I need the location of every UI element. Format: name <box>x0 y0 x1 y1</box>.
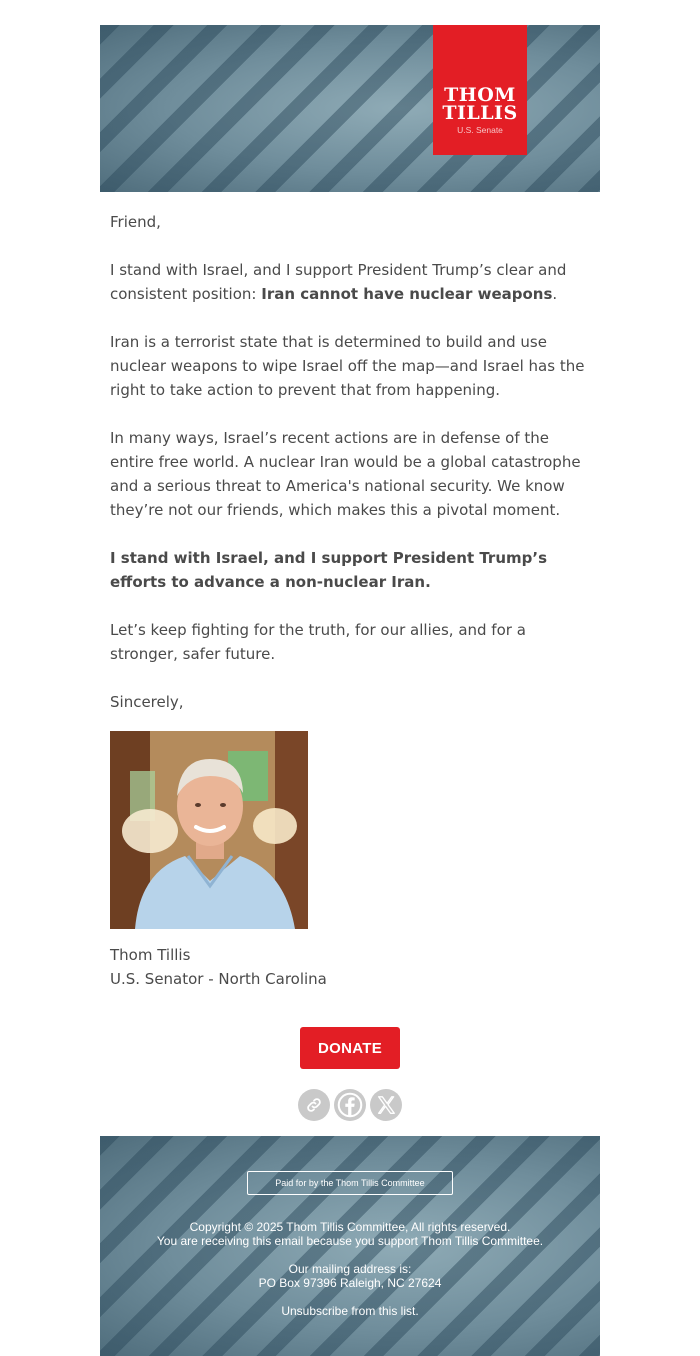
logo-subtitle: U.S. Senate <box>457 125 503 135</box>
paragraph-4: I stand with Israel, and I support President Trump’s efforts to advance a non-nuclear Iran. <box>110 549 548 591</box>
copyright-text: Copyright © 2025 Thom Tillis Committee, All rights reserved. <box>189 1220 511 1234</box>
x-icon[interactable] <box>370 1089 402 1121</box>
closing: Sincerely, <box>110 693 184 711</box>
greeting: Friend, <box>110 213 161 231</box>
social-icons <box>298 1089 402 1121</box>
header-banner <box>100 25 600 192</box>
paragraph-3: In many ways, Israel’s recent actions are in defense of the entire free world. A nuclear Iran would be a global catastrophe and a serious threat to America's national security. We know they’re not our friends, which makes this a pivotal moment. <box>110 429 581 519</box>
signature-title: U.S. Senator - North Carolina <box>110 970 327 988</box>
paragraph-2: Iran is a terrorist state that is determined to build and use nuclear weapons to wipe Israel off the map—and Israel has the right to take action to prevent that from happening. <box>110 333 585 399</box>
thom-tillis-logo <box>433 25 527 155</box>
mailing-label: Our mailing address is: <box>288 1262 412 1276</box>
paragraph-1-bold: Iran cannot have nuclear weapons <box>261 285 553 303</box>
footer <box>100 1136 600 1356</box>
receiving-reason: You are receiving this email because you support Thom Tillis Committee. <box>156 1234 544 1248</box>
logo-line-1: THOM <box>444 84 516 106</box>
mailing-address: PO Box 97396 Raleigh, NC 27624 <box>258 1276 442 1290</box>
facebook-icon[interactable] <box>334 1089 366 1121</box>
senator-portrait-photo <box>110 731 308 929</box>
signature-name: Thom Tillis <box>110 946 191 964</box>
logo-line-2: TILLIS <box>442 102 518 124</box>
donate-button[interactable]: DONATE <box>300 1027 400 1069</box>
letter-body <box>100 210 600 714</box>
portrait-illustration <box>110 731 308 929</box>
unsubscribe-link[interactable]: Unsubscribe from this list. <box>281 1304 419 1318</box>
signature-block <box>100 943 600 991</box>
paragraph-1: I stand with Israel, and I support President Trump’s clear and consistent position: Iran cannot have nuclear weapons. <box>110 261 567 303</box>
link-icon[interactable] <box>298 1089 330 1121</box>
paragraph-5: Let’s keep fighting for the truth, for our allies, and for a stronger, safer future. <box>110 621 526 663</box>
paid-for-notice: Paid for by the Thom Tillis Committee <box>247 1171 453 1195</box>
